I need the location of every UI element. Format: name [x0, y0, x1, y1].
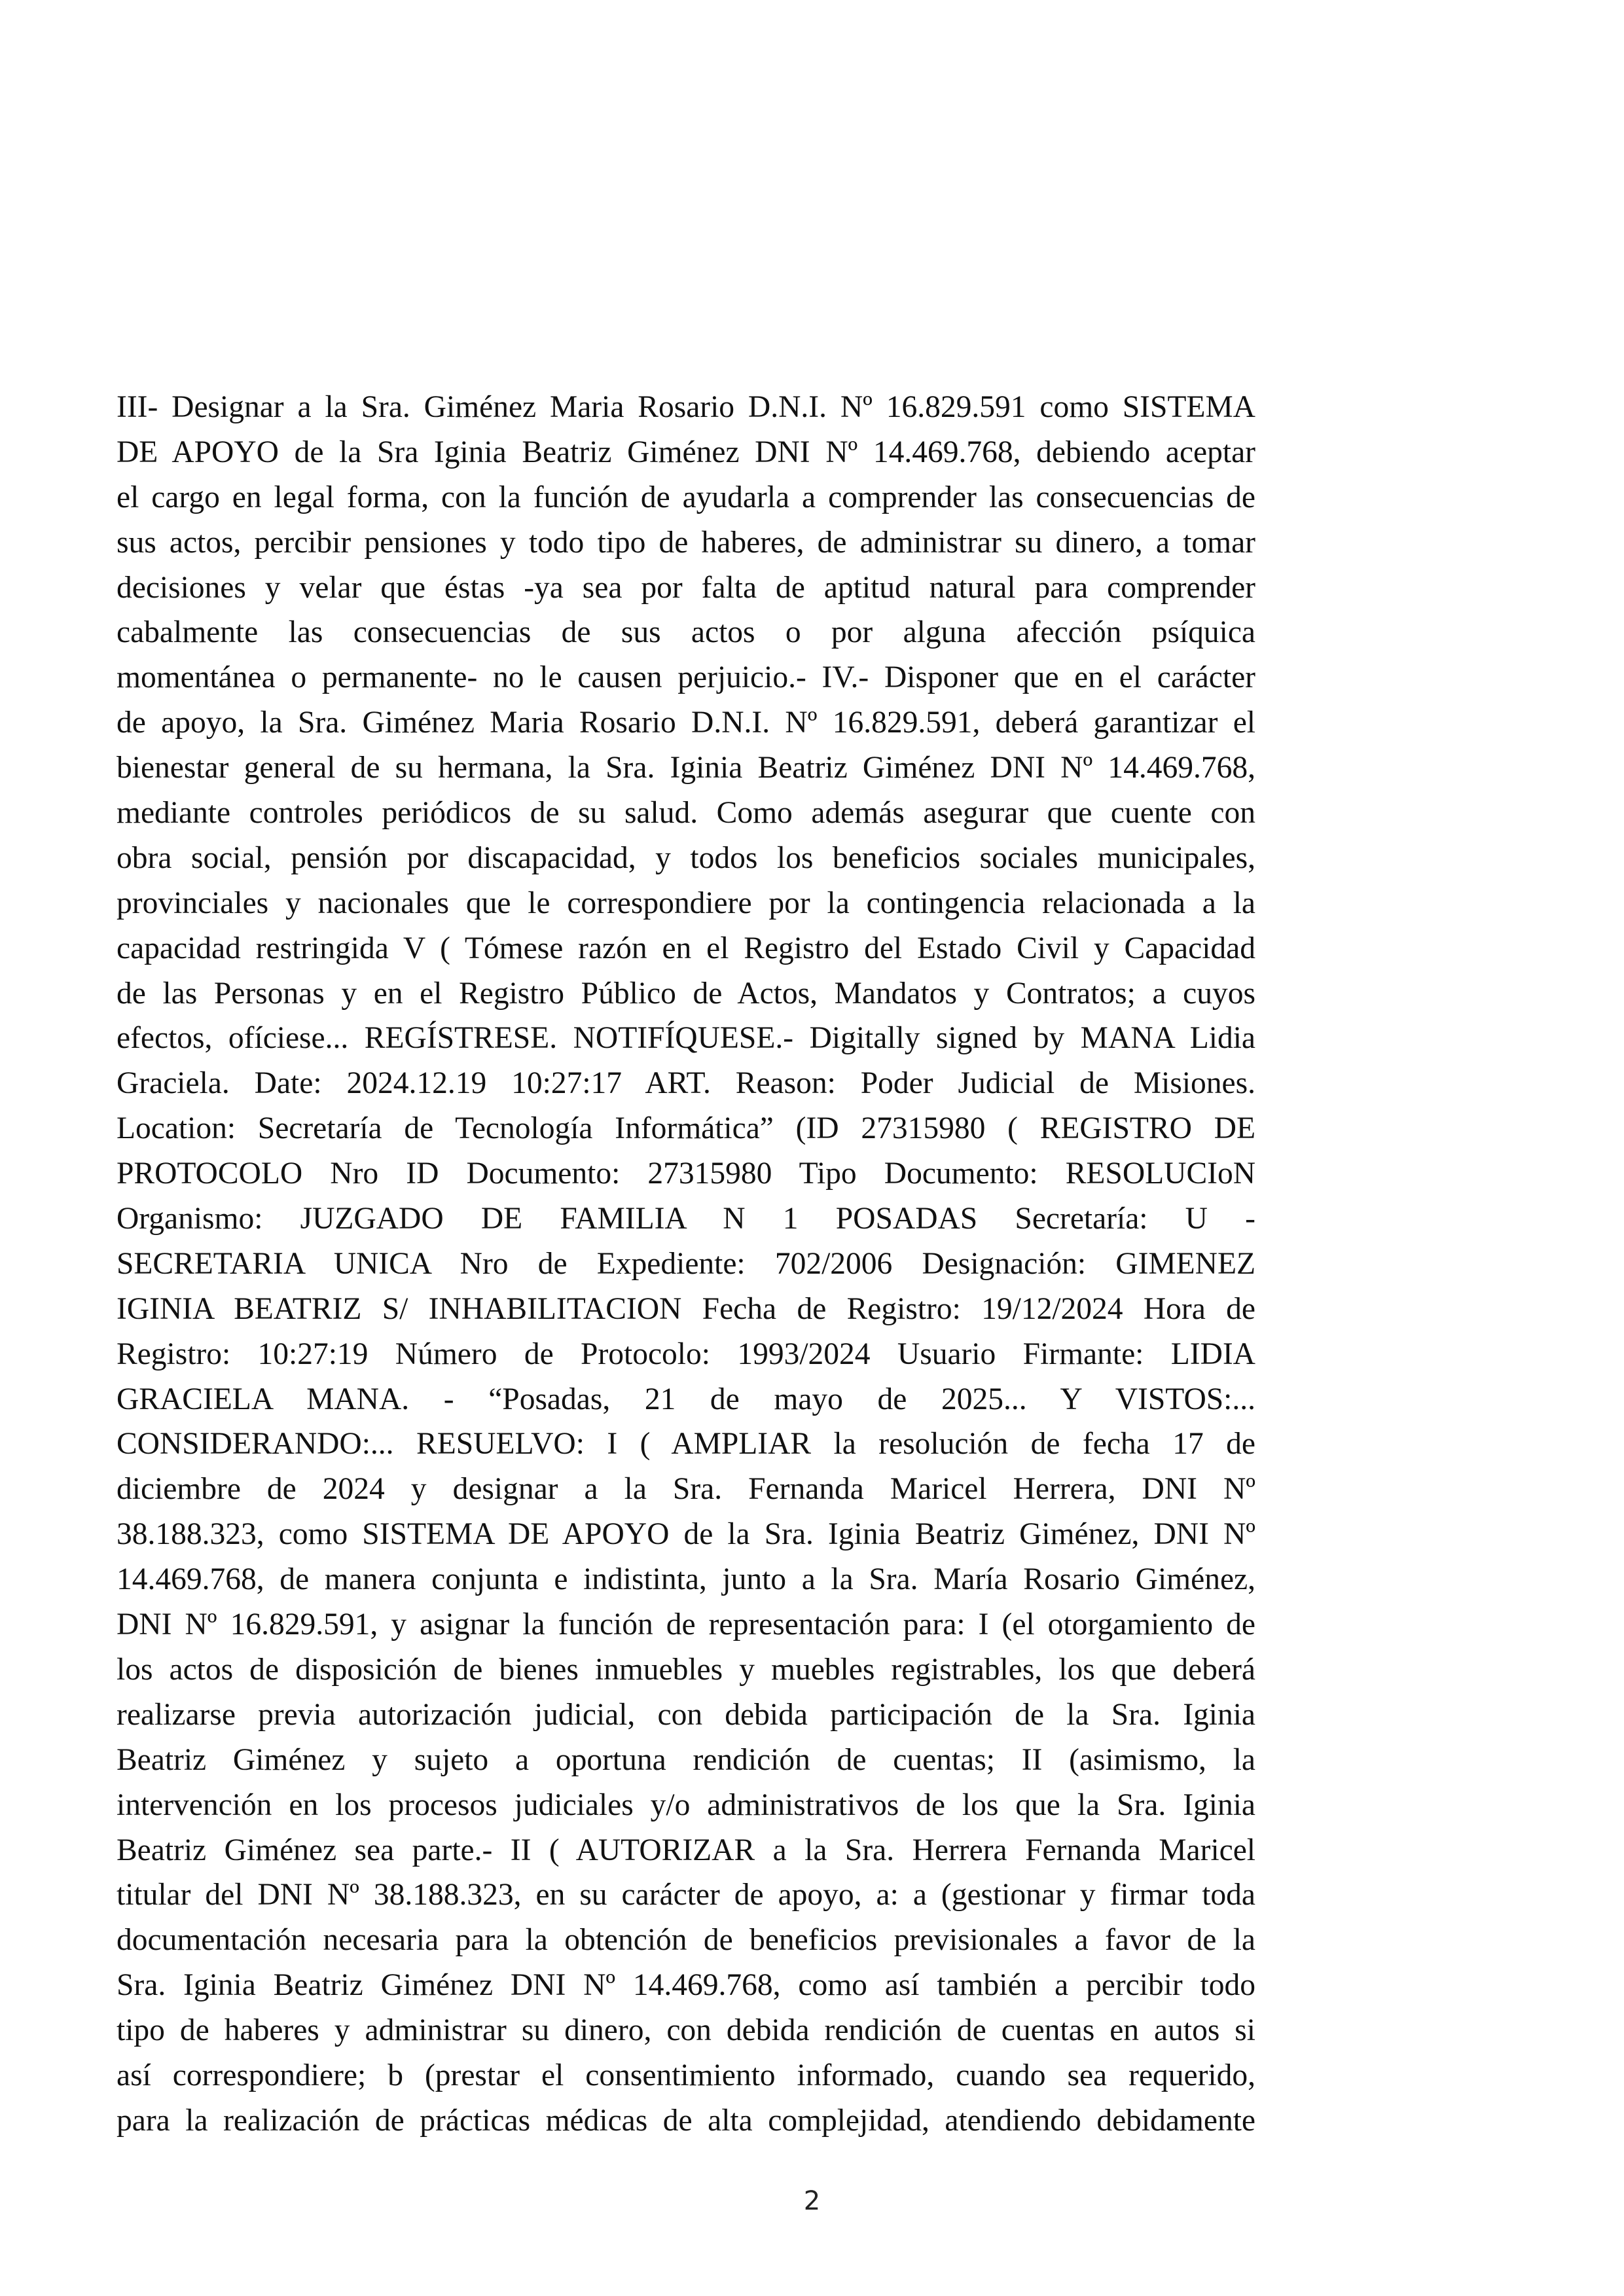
body-line: Organismo: JUZGADO DE FAMILIA N 1 POSADAS Secretaría: U -	[117, 1202, 1255, 1236]
body-line: Beatriz Giménez y sujeto a oportuna rendición de cuentas; II (asimismo, la	[117, 1742, 1255, 1777]
body-line: decisiones y velar que éstas -ya sea por falta de aptitud natural para comprender	[117, 570, 1255, 605]
body-line: efectos, ofíciese... REGÍSTRESE. NOTIFÍQUESE.- Digitally signed by MANA Lidia	[117, 1021, 1255, 1056]
body-line: el cargo en legal forma, con la función de ayudarla a comprender las consecuencias de	[117, 480, 1255, 514]
body-line: capacidad restringida V ( Tómese razón en el Registro del Estado Civil y Capacidad	[117, 931, 1255, 965]
body-line: Sra. Iginia Beatriz Giménez DNI Nº 14.469.768, como así también a percibir todo	[117, 1968, 1255, 2003]
body-line: así correspondiere; b (prestar el consentimiento informado, cuando sea requerido,	[117, 2058, 1255, 2092]
body-line: para la realización de prácticas médicas de alta complejidad, atendiendo debidamente	[117, 2103, 1255, 2138]
body-line: diciembre de 2024 y designar a la Sra. Fernanda Maricel Herrera, DNI Nº	[117, 1472, 1255, 1507]
body-line: de apoyo, la Sra. Giménez Maria Rosario D.N.I. Nº 16.829.591, deberá garantizar el	[117, 706, 1255, 740]
body-line: sus actos, percibir pensiones y todo tipo de haberes, de administrar su dinero, a tomar	[117, 525, 1255, 560]
body-line: cabalmente las consecuencias de sus actos o por alguna afección psíquica	[117, 615, 1255, 650]
body-line: mediante controles periódicos de su salud. Como además asegurar que cuente con	[117, 796, 1255, 831]
body-line: obra social, pensión por discapacidad, y todos los beneficios sociales municipales,	[117, 840, 1255, 875]
body-line: bienestar general de su hermana, la Sra. Iginia Beatriz Giménez DNI Nº 14.469.768,	[117, 751, 1255, 785]
body-line: documentación necesaria para la obtención de beneficios previsionales a favor de la	[117, 1923, 1255, 1958]
body-line: 14.469.768, de manera conjunta e indistinta, junto a la Sra. María Rosario Giménez,	[117, 1562, 1255, 1597]
body-line: intervención en los procesos judiciales y/o administrativos de los que la Sra. Iginia	[117, 1787, 1255, 1822]
body-line: PROTOCOLO Nro ID Documento: 27315980 Tipo Documento: RESOLUCIoN	[117, 1157, 1255, 1191]
body-line: momentánea o permanente- no le causen perjuicio.- IV.- Disponer que en el carácter	[117, 660, 1255, 695]
body-line: Graciela. Date: 2024.12.19 10:27:17 ART. Reason: Poder Judicial de Misiones.	[117, 1066, 1255, 1101]
document-body	[117, 385, 1255, 2144]
body-line: Location: Secretaría de Tecnología Informática” (ID 27315980 ( REGISTRO DE	[117, 1111, 1255, 1146]
body-line: CONSIDERANDO:... RESUELVO: I ( AMPLIAR la resolución de fecha 17 de	[117, 1427, 1255, 1462]
body-line: Beatriz Giménez sea parte.- II ( AUTORIZAR a la Sra. Herrera Fernanda Maricel	[117, 1833, 1255, 1867]
body-line: 38.188.323, como SISTEMA DE APOYO de la Sra. Iginia Beatriz Giménez, DNI Nº	[117, 1517, 1255, 1552]
body-line: III- Designar a la Sra. Giménez Maria Rosario D.N.I. Nº 16.829.591 como SISTEMA	[117, 390, 1255, 424]
body-line: de las Personas y en el Registro Público de Actos, Mandatos y Contratos; a cuyos	[117, 976, 1255, 1011]
body-line: tipo de haberes y administrar su dinero, con debida rendición de cuentas en autos si	[117, 2013, 1255, 2048]
body-line: titular del DNI Nº 38.188.323, en su carácter de apoyo, a: a (gestionar y firmar toda	[117, 1878, 1255, 1912]
body-line: Registro: 10:27:19 Número de Protocolo: 1993/2024 Usuario Firmante: LIDIA	[117, 1336, 1255, 1371]
page-number: 2	[803, 2186, 821, 2216]
body-line: DE APOYO de la Sra Iginia Beatriz Giménez DNI Nº 14.469.768, debiendo aceptar	[117, 435, 1255, 469]
body-line: provinciales y nacionales que le correspondiere por la contingencia relacionada a la	[117, 886, 1255, 920]
body-line: realizarse previa autorización judicial, con debida participación de la Sra. Iginia	[117, 1697, 1255, 1732]
body-line: los actos de disposición de bienes inmuebles y muebles registrables, los que deberá	[117, 1652, 1255, 1687]
body-line: GRACIELA MANA. - “Posadas, 21 de mayo de 2025... Y VISTOS:...	[117, 1382, 1255, 1416]
body-line: SECRETARIA UNICA Nro de Expediente: 702/2006 Designación: GIMENEZ	[117, 1246, 1255, 1281]
body-line: IGINIA BEATRIZ S/ INHABILITACION Fecha de Registro: 19/12/2024 Hora de	[117, 1291, 1255, 1326]
body-line: DNI Nº 16.829.591, y asignar la función de representación para: I (el otorgamiento de	[117, 1607, 1255, 1642]
